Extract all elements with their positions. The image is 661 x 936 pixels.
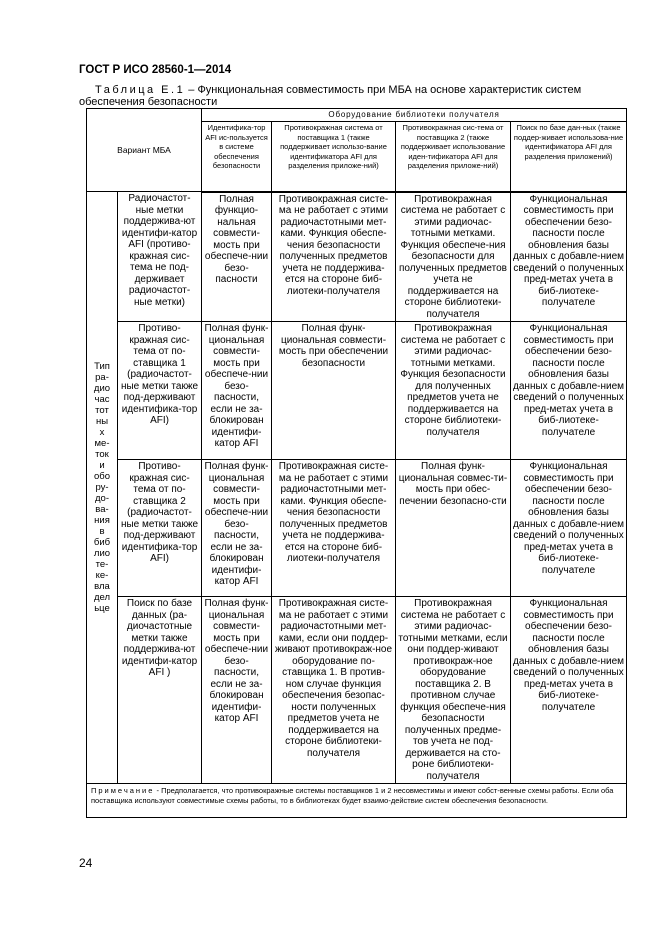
table-row: [87, 460, 627, 597]
table-cell: Полная функ-циональная совмести-мость при обеспечении безопасности: [272, 322, 396, 460]
column-header-database: Поиск по базе дан-ных (также поддер-живает использова-ние идентификатора AFI для разделения приложений): [511, 122, 627, 192]
note-label: Примечание: [91, 786, 155, 795]
column-header-supplier2: Противокражная сис-тема от поставщика 2 (также поддерживает использование иден-тификатора AFI для разделения приложе-ний): [396, 122, 511, 192]
table-cell: Полная функ-циональная совмести-мость при обеспече-нии безо-пасности, если не за-блокирован идентифи-катор AFI: [202, 597, 272, 784]
table-cell: Полная функцио-нальная совмести-мость при обеспече-нии безо-пасности: [202, 192, 272, 322]
row-label: Противо-кражная сис-тема от по-ставщика 1 (радиочастот-ные метки также под-держивают идентифика-тор AFI): [118, 322, 202, 460]
note-text: - Предполагается, что противокражные системы поставщиков 1 и 2 несовместимы и имеют собст-венные схемы работы. Если оба поставщика используют совместимые схемы работы, то в библиотеках будет взаимо-действие систем обеспечения безопасности.: [91, 786, 614, 805]
caption-text-line2: обеспечения безопасности: [79, 96, 218, 108]
table-cell: Полная функ-циональная совмести-мость при обеспече-нии безо-пасности, если не за-блокирован идентифи-катор AFI: [202, 322, 272, 460]
table-cell: Противокражная система не работает с этими радиочас-тотными метками. Функция обеспече-ния безопасности для полученных предметов учета не поддерживается на стороне библиотеки-получателя: [396, 192, 511, 322]
table-row: [87, 322, 627, 460]
variant-header: Вариант МБА: [87, 109, 202, 192]
document-header: ГОСТ Р ИСО 28560-1—2014: [79, 64, 232, 76]
caption-dash: –: [185, 84, 198, 96]
table-cell: Функциональная совместимость при обеспечении безо-пасности после обновления базы данных с добавле-нием сведений о полученных пред-метах учета в биб-лиотеке-получателе: [511, 460, 627, 597]
row-label: Радиочастот-ные метки поддержива-ют идентифи-катор AFI (противо-кражная сис-тема не под-держивает радиочастот-ные метки): [118, 192, 202, 322]
row-label: Противо-кражная сис-тема от по-ставщика 2 (радиочастот-ные метки также под-держивают идентифика-тор AFI): [118, 460, 202, 597]
table-cell: Противокражная система не работает с этими радиочас-тотными метками, если они поддер-живают противокраж-ное оборудование поставщика 2. В противном случае функция обеспече-ния безопасности полученных предме-тов учета не под-держивается на сто-роне библиотеки-получателя: [396, 597, 511, 784]
equipment-group-header: Оборудование библиотеки получателя: [202, 109, 627, 122]
column-header-supplier1: Противокражная система от поставщика 1 (также поддерживает использо-вание идентификатора AFI для разделения приложе-ний): [272, 122, 396, 192]
table-cell: Противокражная систе-ма не работает с этими радиочастотными мет-ками. Функция обеспе-чения безопасности полученных предметов учета не поддержива-ется на стороне биб-лиотеки-получателя: [272, 460, 396, 597]
table-cell: Противокражная система не работает с этими радиочас-тотными метками. Функция безопасности для полученных предметов учета не поддерживается на стороне библиотеки-получателя: [396, 322, 511, 460]
table-cell: Функциональная совместимость при обеспечении безо-пасности после обновления базы данных с добавле-нием сведений о полученных пред-метах учета в биб-лиотеке-получателе: [511, 597, 627, 784]
table-caption: [79, 84, 615, 108]
table-cell: Противокражная систе-ма не работает с этими радиочастотными мет-ками. Функция обеспе-чения безопасности полученных предметов учета не поддержива-ется на стороне биб-лиотеки-получателя: [272, 192, 396, 322]
table-cell: Функциональная совместимость при обеспечении безо-пасности после обновления базы данных с добавле-нием сведений о полученных пред-метах учета в биб-лиотеке-получателе: [511, 322, 627, 460]
table-cell: Полная функ-циональная совмести-мость при обеспече-нии безо-пасности, если не за-блокирован идентифи-катор AFI: [202, 460, 272, 597]
caption-text-line1: Функциональная совместимость при МБА на основе характеристик систем: [197, 84, 582, 96]
compatibility-table: [86, 108, 627, 818]
table-cell: Функциональная совместимость при обеспечении безо-пасности после обновления базы данных с добавле-нием сведений о полученных пред-метах учета в биб-лиотеке-получателе: [511, 192, 627, 322]
column-header-afi: Идентифика-тор AFI ис-пользуется в системе обеспечения безопасности: [202, 122, 272, 192]
row-group-side-label: Тип ра- дио час тот ны х ме- ток и обо ру- до- ва- ния в биб лио те- ке- вла дел ьце: [87, 192, 118, 784]
row-label: Поиск по базе данных (ра-диочастотные метки также поддержива-ют идентифи-катор AFI ): [118, 597, 202, 784]
table-note: [87, 784, 627, 818]
table-row: [87, 192, 627, 322]
table-row: [87, 597, 627, 784]
table-cell: Полная функ-циональная совмес-ти-мость при обес-печении безопасно-сти: [396, 460, 511, 597]
table-cell: Противокражная систе-ма не работает с этими радиочастотными мет-ками, если они поддер-живают противокраж-ное оборудование по-ставщика 1. В против-ном случае функция обеспечения безопас-ности полученных предметов учета не поддерживается на стороне библиотеки-получателя: [272, 597, 396, 784]
page-number: 24: [79, 856, 93, 870]
caption-label: Таблица Е.1: [95, 84, 186, 96]
